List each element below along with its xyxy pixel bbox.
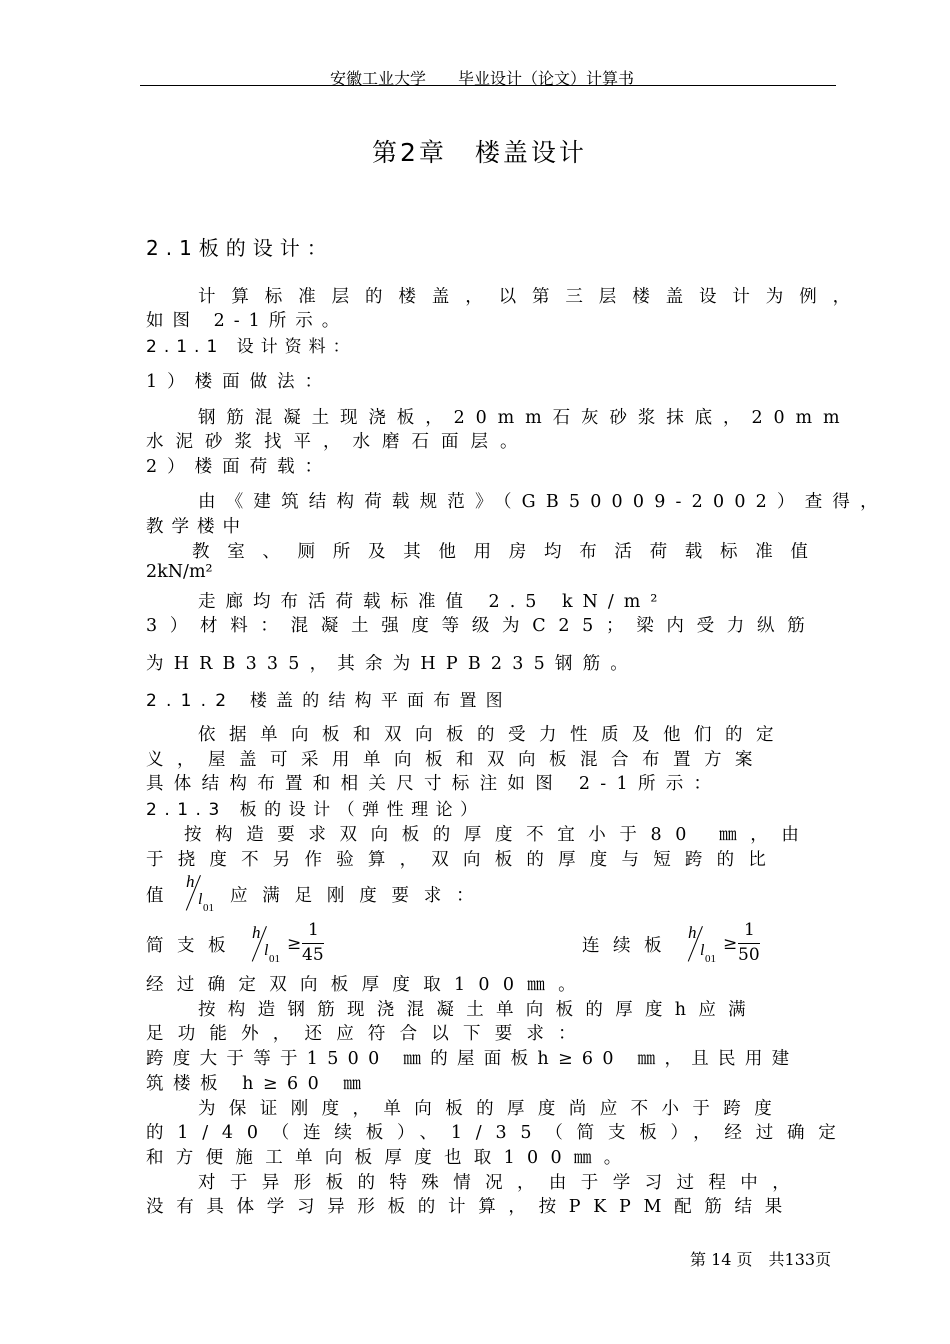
one-way-line-6: 的1/40（连续板）、1/35（简支板），经过确定 (146, 1123, 850, 1143)
cont-ratio-h: h (688, 923, 697, 942)
layout-text-line-3: 具体结构布置和相关尺寸标注如图 2-1所示： (146, 774, 722, 794)
cont-fraction-bar (738, 943, 760, 944)
simple-ratio-h: h (252, 923, 261, 942)
one-way-line-4: 筑楼板 h≥60 ㎜ (146, 1074, 371, 1094)
design-text-line-4: 经过确定双向板厚度取100㎜。 (146, 975, 589, 995)
layout-text-line-1: 依据单向板和双向板的受力性质及他们的定 (198, 725, 787, 745)
cont-fraction (736, 920, 762, 968)
running-header: 安徽工业大学 毕业设计（论文）计算书 (330, 69, 635, 88)
simple-denominator: 45 (302, 945, 324, 965)
para-intro-line-1 (198, 283, 866, 308)
one-way-line-2: 足功能外，还应符合以下要求： (146, 1024, 590, 1044)
item-2-text-line-3: 教室、厕所及其他用房均布活荷载标准值 (192, 542, 826, 562)
item-1-label: 1）楼面做法： (146, 372, 333, 392)
cont-denominator: 50 (738, 945, 760, 965)
para-intro-text-1: 计算标准层的楼盖，以第三层楼盖设计为例， (198, 287, 866, 307)
ratio-h: h (186, 872, 195, 891)
simple-ratio-sub: 01 (269, 953, 280, 965)
simple-ge-sign: ≥ (287, 934, 302, 954)
simple-ratio (244, 923, 284, 965)
special-line-2: 没有具体学习异形板的计算，按PKPM配筋结果 (146, 1197, 795, 1217)
page-footer: 第 14 页 共133页 (690, 1250, 832, 1269)
simple-fraction (300, 920, 326, 968)
continuous-label: 连续板 (582, 936, 675, 956)
section-2-1-1-heading: 2.1.1 设计资料： (146, 337, 357, 357)
one-way-line-3: 跨度大于等于1500 ㎜的屋面板h≥60 ㎜，且民用建 (146, 1049, 799, 1069)
item-2-text-line-5: 走廊均布活荷载标准值 2.5 kN/m² (198, 592, 668, 612)
cont-numerator: 1 (744, 920, 755, 940)
item-2-text-line-2: 教学楼中 (146, 517, 248, 537)
section-2-1-3-heading: 2.1.3 板的设计（弹性理论） (146, 800, 485, 820)
one-way-line-1: 按构造钢筋现浇混凝土单向板的厚度h应满 (198, 1000, 758, 1020)
design-text-line-2: 于挠度不另作验算，双向板的厚度与短跨的比 (146, 850, 780, 870)
section-2-1-heading: 2.1板的设计： (146, 236, 334, 260)
header-rule (140, 85, 836, 86)
cont-ge-sign: ≥ (723, 934, 738, 954)
item-3-text-line-1: 3）材料：混凝土强度等级为C25；梁内受力纵筋 (146, 616, 818, 636)
simple-ratio-l: l (264, 942, 269, 959)
simple-fraction-bar (302, 943, 324, 944)
ratio-l: l (198, 891, 203, 908)
item-2-text-line-4: 2kN/m² (146, 562, 213, 582)
item-1-text-line-2: 水泥砂浆找平，水磨石面层。 (146, 432, 530, 452)
item-2-text-line-1: 由《建筑结构荷载规范》（GB50009-2002）查得， (198, 492, 888, 512)
para-intro-line-2: 如图 2-1所示。 (146, 311, 349, 331)
item-1-text-line-1: 钢筋混凝土现浇板，20mm石灰砂浆抹底，20mm (198, 408, 851, 428)
item-3-text-line-2: 为HRB335，其余为HPB235钢筋。 (146, 654, 638, 674)
chapter-title: 第2章 楼盖设计 (372, 138, 587, 167)
simple-support-label: 简支板 (146, 936, 239, 956)
design-text-line-3-suffix: 应满足刚度要求： (230, 886, 489, 906)
design-text-line-1: 按构造要求双向板的厚度不宜小于80 ㎜，由 (184, 825, 813, 845)
simple-numerator: 1 (308, 920, 319, 940)
ratio-sub: 01 (203, 902, 214, 914)
one-way-line-5: 为保证刚度，单向板的厚度尚应不小于跨度 (198, 1099, 786, 1119)
cont-ratio-l: l (700, 942, 705, 959)
one-way-line-7: 和方便施工单向板厚度也取100㎜。 (146, 1148, 634, 1168)
cont-ratio-sub: 01 (705, 953, 716, 965)
design-text-line-3-prefix: 值 (146, 886, 164, 906)
continuous-ratio (680, 923, 720, 965)
special-line-1: 对于异形板的特殊情况，由于学习过程中， (198, 1173, 805, 1193)
h-over-l01-ratio (178, 872, 218, 912)
layout-text-line-2: 义，屋盖可采用单向板和双向板混合布置方案 (146, 750, 766, 770)
item-2-label: 2）楼面荷载： (146, 457, 333, 477)
section-2-1-2-heading: 2.1.2 楼盖的结构平面布置图 (146, 691, 512, 711)
